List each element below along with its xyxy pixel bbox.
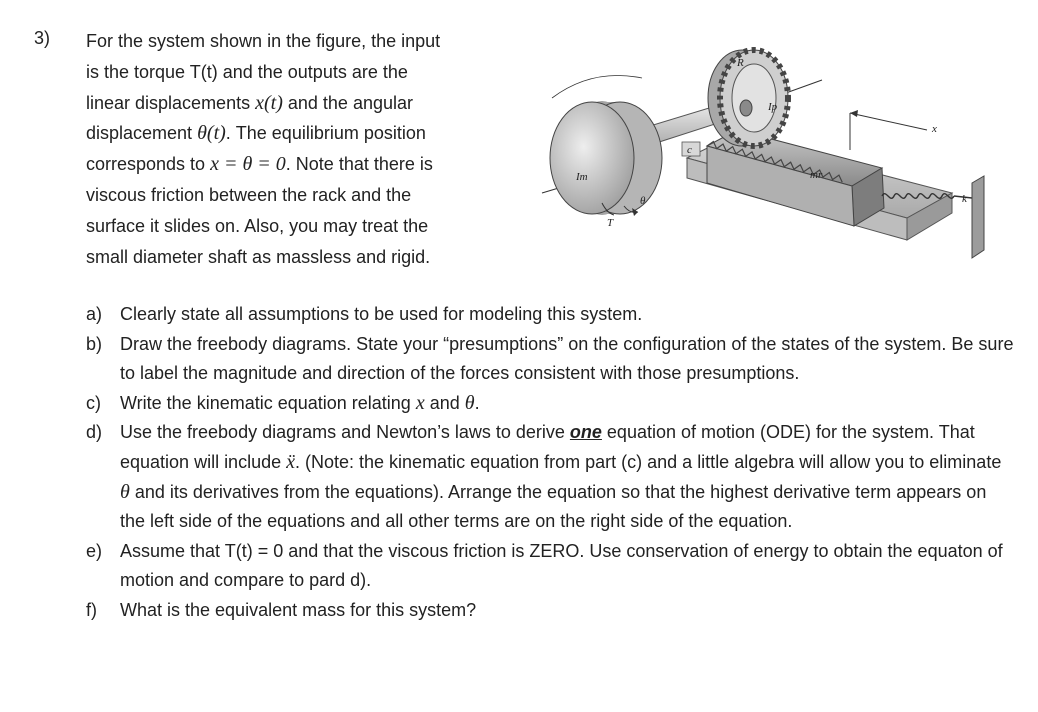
part-c bbox=[86, 389, 1016, 419]
intro-line-4a: displacement bbox=[86, 123, 193, 144]
intro-line-4 bbox=[86, 118, 506, 149]
part-a bbox=[86, 300, 1016, 330]
intro-line-7: surface it slides on. Also, you may treat the bbox=[86, 215, 429, 236]
label-theta: θ bbox=[640, 195, 646, 207]
part-text: . (Note: the kinematic equation from part (c) and a little algebra will allow you to eliminate bbox=[295, 451, 1002, 472]
question-parts bbox=[86, 300, 1016, 626]
part-label: a) bbox=[86, 304, 103, 324]
part-text: . bbox=[474, 392, 480, 413]
problem-statement bbox=[86, 26, 506, 272]
part-label: b) bbox=[86, 333, 103, 354]
part-label: c) bbox=[86, 392, 101, 413]
part-text: Write the kinematic equation relating bbox=[120, 392, 416, 413]
part-text: equation of motion (ODE) for the system. That equation will include bbox=[120, 422, 975, 472]
intro-line-5b: . Note that there is bbox=[285, 154, 433, 175]
part-label: f) bbox=[86, 599, 97, 620]
label-x: x bbox=[932, 123, 937, 135]
math-theta: θ bbox=[120, 480, 130, 503]
math-x: x bbox=[415, 391, 425, 414]
part-text: and bbox=[424, 392, 465, 413]
rack-pinion-figure bbox=[532, 18, 1002, 268]
part-text: What is the equivalent mass for this system? bbox=[120, 599, 477, 620]
math-theta-of-t: θ(t) bbox=[197, 122, 226, 145]
part-text: Assume that T(t) = 0 and that the viscous friction is ZERO. Use conservation of energy to obtain the equaton of motion and compare to pard d). bbox=[120, 540, 1003, 591]
intro-line-2: is the torque T(t) and the outputs are the bbox=[86, 61, 408, 82]
part-e bbox=[86, 537, 1016, 596]
part-text: Clearly state all assumptions to be used for modeling this system. bbox=[120, 304, 643, 324]
intro-line-8: small diameter shaft as massless and rigid. bbox=[86, 246, 431, 267]
label-mr: mr bbox=[810, 169, 823, 181]
emphasis-one: one bbox=[569, 422, 602, 443]
part-text: Use the freebody diagrams and Newton’s laws to derive bbox=[120, 422, 570, 443]
label-k: k bbox=[962, 193, 967, 205]
part-label: e) bbox=[86, 540, 103, 561]
part-b bbox=[86, 330, 1016, 389]
part-text: Draw the freebody diagrams. State your “presumptions” on the configuration of the states of the system. Be sure to label the magnitude and direction of the forces consistent with those presumptions. bbox=[120, 333, 1014, 384]
label-c: c bbox=[687, 144, 692, 156]
intro-line-3a: linear displacements bbox=[86, 92, 251, 113]
question-number: 3) bbox=[34, 28, 51, 48]
intro-line-5 bbox=[86, 149, 506, 180]
math-theta: θ bbox=[464, 391, 475, 414]
intro-line-5a: corresponds to bbox=[86, 154, 206, 175]
part-text: and its derivatives from the equations). Arrange the equation so that the highest derivative term appears on the left side of the equations and all other terms are on the right side of the equation. bbox=[120, 481, 987, 532]
part-label: d) bbox=[86, 422, 103, 443]
math-xddot: ẍ bbox=[286, 450, 295, 473]
label-R: R bbox=[737, 57, 744, 69]
math-x-of-t: x(t) bbox=[255, 91, 283, 114]
intro-line-4b: . The equilibrium position bbox=[225, 123, 426, 144]
intro-line-1: For the system shown in the figure, the input bbox=[86, 31, 441, 51]
label-Ip: Ip bbox=[768, 101, 778, 113]
label-T: T bbox=[607, 217, 614, 229]
intro-line-6: viscous friction between the rack and the bbox=[86, 184, 412, 205]
pinion-gear bbox=[708, 50, 788, 146]
x-arrow bbox=[850, 110, 927, 150]
label-Im: Im bbox=[576, 171, 588, 183]
math-equilibrium: x = θ = 0 bbox=[210, 153, 286, 176]
intro-line-3 bbox=[86, 88, 506, 119]
intro-line-3b: and the angular bbox=[287, 92, 413, 113]
part-d bbox=[86, 418, 1016, 536]
part-f bbox=[86, 596, 1016, 626]
